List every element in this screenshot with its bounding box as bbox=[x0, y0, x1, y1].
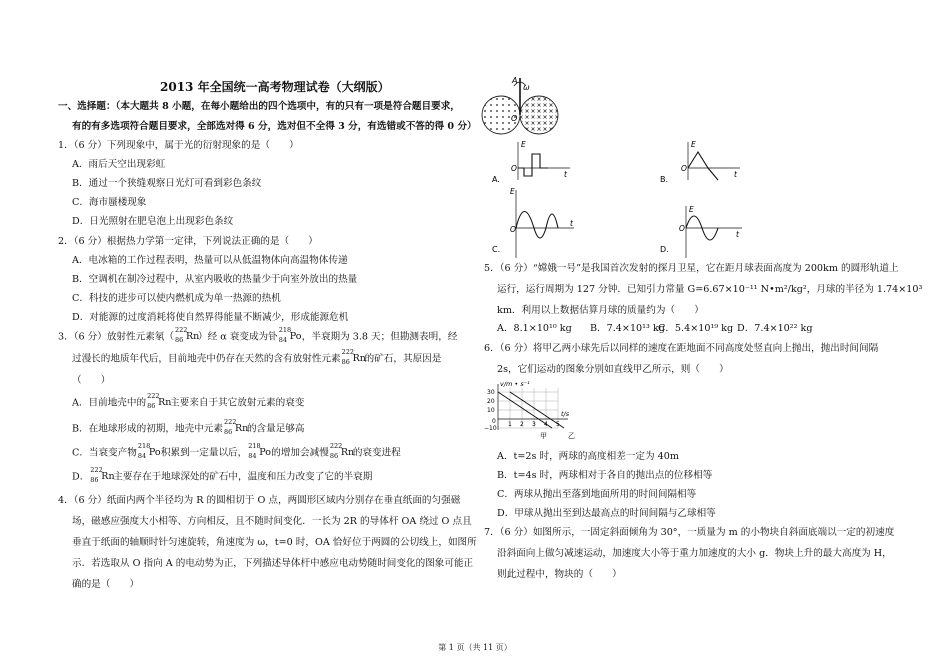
rn-nuclide: 222 86 Rn bbox=[223, 418, 249, 436]
curve-c bbox=[516, 212, 558, 239]
q5-option-c: C．5.4×10¹⁹ kg bbox=[658, 323, 734, 334]
svg-text:−10: −10 bbox=[484, 425, 497, 432]
q3-option-d: D． 222 86 Rn 主要存在于地球深处的矿石中，温度和压力改变了它的半衰期 bbox=[72, 466, 373, 484]
q2-option-c: C．科技的进步可以使内燃机成为单一热源的热机 bbox=[72, 293, 281, 304]
graph-b bbox=[660, 140, 740, 184]
q4-line4: 示．若选取从 O 指向 A 的电动势为正，下列描述导体杆中感应电动势随时间变化的图象可能正 bbox=[72, 558, 474, 569]
option-d-label: D. bbox=[660, 245, 669, 254]
right-circle-crosses bbox=[520, 96, 558, 134]
curve-b bbox=[688, 152, 718, 180]
q6-option-d: D．甲球从抛出至到达最高点的时间间隔与乙球相等 bbox=[497, 508, 716, 519]
graph-a bbox=[492, 140, 570, 184]
label-o: O bbox=[511, 114, 518, 123]
q6-option-c: C．两球从抛出至落到地面所用的时间间隔相等 bbox=[497, 489, 697, 500]
q7-line2: 沿斜面向上做匀减速运动，加速度大小等于重力加速度的大小 g．物块上升的最大高度为 H， bbox=[497, 548, 892, 559]
q6-vt-graph bbox=[484, 380, 584, 444]
option-c-label: C. bbox=[492, 245, 501, 254]
q3-text: ，半衰期为 3.8 天；但勘测表明，经 bbox=[301, 331, 458, 343]
svg-text:10: 10 bbox=[487, 407, 495, 414]
section-heading-line2: 有的有多选项符合题目要求，全部选对得 6 分，选对但不全得 3 分，有选错或不答的得 0 分） bbox=[72, 121, 477, 132]
q3-text: 的矿石，其原因是 bbox=[364, 353, 442, 365]
q7-line3: 则此过程中，物块的（ ） bbox=[497, 569, 622, 580]
q4-line1: 4．（6 分）纸面内两个半径均为 R 的圆相切于 O 点，两圆形区域内分别存在垂直纸面的匀强磁 bbox=[58, 495, 461, 506]
svg-text:O: O bbox=[510, 225, 516, 234]
q6-option-b: B．t=4s 时，两球相对于各自的抛出点的位移相等 bbox=[497, 470, 713, 481]
q2-option-d: D．对能源的过度消耗将使自然界得能量不断减少，形成能源危机 bbox=[72, 312, 349, 323]
svg-text:E: E bbox=[691, 140, 696, 149]
q5-line2: 运行，运行周期为 127 分钟．已知引力常量 G=6.67×10⁻¹¹ N•m²/kg²，月球的半径为 1.74×10³ bbox=[497, 284, 923, 295]
q1-option-c: C．海市蜃楼现象 bbox=[72, 197, 147, 208]
rn-nuclide: 222 86 Rn bbox=[329, 442, 355, 460]
q2-option-a: A．电冰箱的工作过程表明，热量可以从低温物体向高温物体传递 bbox=[72, 255, 348, 266]
y-axis-label: v/m • s⁻¹ bbox=[500, 380, 530, 388]
label-a: A bbox=[512, 76, 518, 85]
q5-option-d: D．7.4×10²² kg bbox=[737, 323, 813, 334]
page-title: 2013 年全国统一高考物理试卷（大纲版） bbox=[160, 80, 390, 94]
q3-option-c: C．当衰变产物 218 84 Po 积累到一定量以后， 218 84 Po 的增加会减慢 222 86 Rn 的衰变进程 bbox=[72, 442, 401, 460]
svg-text:E: E bbox=[510, 187, 515, 196]
q3-line3: （ ） bbox=[72, 375, 111, 386]
section-heading: 一、选择题：（本大题共 8 小题，在每小题给出的四个选项中，有的只有一项是符合题目要求， bbox=[58, 101, 460, 112]
svg-text:O: O bbox=[679, 224, 685, 233]
svg-text:t: t bbox=[736, 230, 739, 239]
q1-option-a: A．雨后天空出现彩虹 bbox=[72, 159, 166, 170]
q4-line5: 确的是（ ） bbox=[72, 579, 140, 590]
q5-option-a: A．8.1×10¹⁰ kg bbox=[497, 323, 572, 334]
rn-nuclide: 222 86 Rn bbox=[90, 466, 115, 484]
svg-text:O: O bbox=[681, 164, 687, 173]
q5-line1: 5．（6 分）“嫦娥一号”是我国首次发射的探月卫星，它在距月球表面高度为 200km 的圆形轨道上 bbox=[484, 263, 899, 274]
q6-line2: 2s，它们运动的图象分别如直线甲乙所示，则（ ） bbox=[497, 364, 729, 375]
curve-a bbox=[518, 154, 548, 176]
q2-option-b: B．空调机在制冷过程中，从室内吸收的热量少于向室外放出的热量 bbox=[72, 274, 358, 285]
svg-text:E: E bbox=[689, 205, 694, 214]
svg-text:20: 20 bbox=[487, 398, 495, 405]
q4-circles-figure bbox=[476, 72, 566, 144]
graph-d bbox=[660, 205, 742, 258]
q3-line1 bbox=[58, 326, 458, 344]
q3-text: ）经 α 衰变成为钋 bbox=[198, 331, 278, 343]
svg-text:t: t bbox=[564, 170, 567, 179]
rn-nuclide: 222 86 Rn bbox=[175, 326, 200, 344]
svg-text:t: t bbox=[734, 170, 737, 179]
q6-option-a: A．t=2s 时，两球的高度相差一定为 40m bbox=[497, 451, 679, 462]
q4-line3: 垂直于纸面的轴顺时针匀速旋转，角速度为 ω，t=0 时，OA 恰好位于两圆的公切线上，如图所 bbox=[72, 537, 477, 548]
option-b-label: B. bbox=[660, 175, 669, 184]
q4-line2: 场，磁感应强度大小相等、方向相反，且不随时间变化．一长为 2R 的导体杆 OA 绕过 O 点且 bbox=[72, 516, 472, 527]
q1-option-d: D．日光照射在肥皂泡上出现彩色条纹 bbox=[72, 216, 234, 227]
po-nuclide: 218 84 Po bbox=[248, 442, 271, 460]
graph-c bbox=[492, 187, 574, 258]
label-omega: ω bbox=[523, 83, 530, 92]
q3-line2 bbox=[72, 348, 442, 366]
svg-text:O: O bbox=[511, 164, 517, 173]
option-a-label: A. bbox=[492, 175, 500, 184]
page-footer: 第 1 页（共 11 页） bbox=[438, 643, 512, 652]
svg-text:E: E bbox=[521, 140, 526, 149]
label-jia: 甲 bbox=[540, 432, 547, 440]
q3-text: 3．（6 分）放射性元素氡（ bbox=[58, 331, 174, 343]
svg-text:t: t bbox=[570, 219, 573, 228]
label-yi: 乙 bbox=[568, 432, 575, 440]
q3-option-a: A．目前地壳中的 222 86 Rn 主要来自于其它放射元素的衰变 bbox=[72, 392, 305, 410]
svg-text:30: 30 bbox=[487, 389, 495, 396]
q7-line1: 7．（6 分）如图所示，一固定斜面倾角为 30°，一质量为 m 的小物块自斜面底端以一定的初速度 bbox=[484, 527, 895, 538]
q2-stem: 2．（6 分）根据热力学第一定律，下列说法正确的是（ ） bbox=[58, 236, 318, 247]
po-nuclide: 218 84 Po bbox=[137, 442, 161, 460]
svg-text:4: 4 bbox=[544, 421, 548, 428]
q3-option-b: B．在地球形成的初期，地壳中元素 222 86 Rn 的含量足够高 bbox=[72, 418, 305, 436]
q1-option-b: B．通过一个狭缝观察日光灯可看到彩色条纹 bbox=[72, 178, 262, 189]
svg-text:3: 3 bbox=[532, 421, 536, 428]
q5-line3: km．利用以上数据估算月球的质量约为（ ） bbox=[497, 305, 704, 316]
q6-line1: 6．（6 分）将甲乙两小球先后以同样的速度在距地面不同高度处竖直向上抛出，抛出时间间隔 bbox=[484, 343, 879, 354]
svg-text:0: 0 bbox=[492, 418, 496, 425]
q5-option-b: B．7.4×10¹³ kg bbox=[590, 323, 665, 334]
q4-option-graphs bbox=[488, 140, 748, 260]
rn-nuclide: 222 86 Rn bbox=[147, 392, 172, 410]
po-nuclide: 218 84 Po bbox=[278, 326, 302, 344]
rn-nuclide: 222 86 Rn bbox=[341, 348, 366, 366]
svg-text:1: 1 bbox=[508, 421, 512, 428]
q3-text: 过漫长的地质年代后，目前地壳中仍存在天然的含有放射性元素 bbox=[72, 353, 341, 365]
svg-text:5: 5 bbox=[556, 421, 560, 428]
x-axis-label: t/s bbox=[561, 410, 570, 418]
svg-text:2: 2 bbox=[520, 421, 524, 428]
q1-stem: 1．（6 分）下列现象中，属于光的衍射现象的是（ ） bbox=[58, 140, 299, 151]
